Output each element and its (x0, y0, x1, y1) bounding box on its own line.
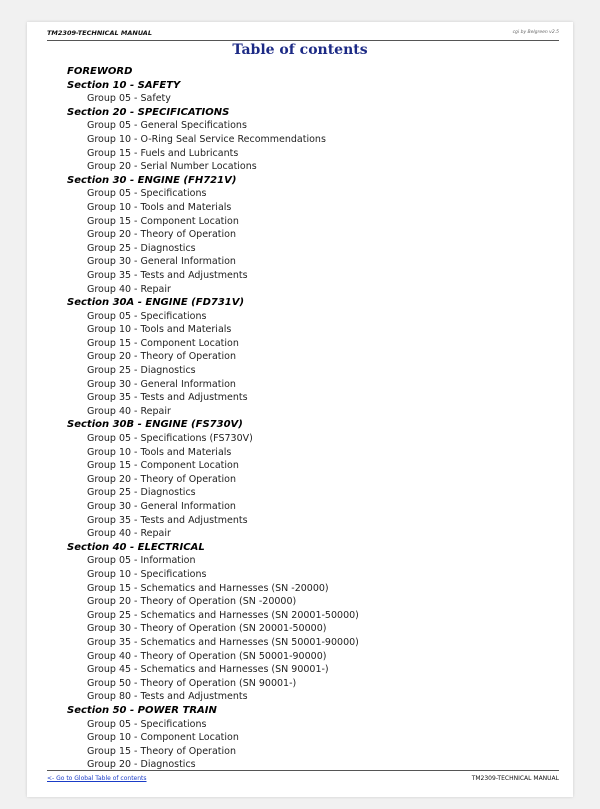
toc-group-link[interactable]: Group 35 - Tests and Adjustments (87, 269, 248, 281)
toc-group-link[interactable]: Group 05 - Specifications (87, 188, 207, 200)
toc-group-link[interactable]: Group 20 - Theory of Operation (87, 473, 236, 485)
toc-group-link[interactable]: Group 20 - Theory of Operation (87, 229, 236, 241)
page-footer (47, 770, 559, 783)
toc-group-link[interactable]: Group 15 - Component Location (87, 337, 239, 349)
toc-group-link[interactable]: Group 10 - Tools and Materials (87, 324, 232, 336)
toc-group-link[interactable]: Group 35 - Tests and Adjustments (87, 392, 248, 404)
toc-group-link[interactable]: Group 10 - Tools and Materials (87, 201, 232, 213)
toc-group-link[interactable]: Group 10 - Component Location (87, 732, 239, 744)
toc-group-link[interactable]: Group 30 - Theory of Operation (SN 20001-50000) (87, 623, 327, 635)
toc-group-link[interactable]: Group 50 - Theory of Operation (SN 90001-) (87, 677, 297, 689)
toc-group-link[interactable]: Group 15 - Component Location (87, 215, 239, 227)
toc-section-link[interactable]: Section 30 - ENGINE (FH721V) (67, 174, 237, 186)
toc-group-link[interactable]: Group 10 - Specifications (87, 568, 207, 580)
toc-section-link[interactable]: Section 30B - ENGINE (FS730V) (67, 419, 243, 431)
toc-group-link[interactable]: Group 25 - Diagnostics (87, 487, 196, 499)
toc-group-link[interactable]: Group 30 - General Information (87, 378, 236, 390)
toc-group-link[interactable]: Group 35 - Schematics and Harnesses (SN 50001-90000) (87, 636, 359, 648)
toc-group-link[interactable]: Group 40 - Repair (87, 405, 171, 417)
toc-group-link[interactable]: Group 05 - Safety (87, 93, 171, 105)
toc-section-link[interactable]: Section 40 - ELECTRICAL (67, 541, 205, 553)
generator-credit: cgi by Belgreen v2.5 (512, 30, 559, 35)
toc-section-link[interactable]: Section 30A - ENGINE (FD731V) (67, 297, 245, 309)
toc-group-link[interactable]: Group 15 - Schematics and Harnesses (SN -20000) (87, 582, 329, 594)
toc-group-link[interactable]: Group 20 - Diagnostics (87, 759, 196, 771)
manual-header-title: TM2309-TECHNICAL MANUAL (47, 29, 152, 37)
toc-group-link[interactable]: Group 40 - Repair (87, 528, 171, 540)
toc-section-link[interactable]: FOREWORD (67, 66, 133, 77)
toc-group-link[interactable]: Group 10 - Tools and Materials (87, 446, 232, 458)
page-header (47, 28, 559, 41)
toc-group-link[interactable]: Group 30 - General Information (87, 256, 236, 268)
toc-group-link[interactable]: Group 25 - Diagnostics (87, 365, 196, 377)
toc-group-link[interactable]: Group 35 - Tests and Adjustments (87, 514, 248, 526)
toc-group-link[interactable]: Group 25 - Diagnostics (87, 242, 196, 254)
toc-group-link[interactable]: Group 15 - Fuels and Lubricants (87, 147, 239, 159)
toc-group-link[interactable]: Group 40 - Repair (87, 283, 171, 295)
toc-group-link[interactable]: Group 05 - Specifications (87, 718, 207, 730)
global-toc-link[interactable]: <- Go to Global Table of contents (47, 775, 147, 782)
toc-group-link[interactable]: Group 25 - Schematics and Harnesses (SN 20001-50000) (87, 609, 359, 621)
toc-section-link[interactable]: Section 10 - SAFETY (67, 79, 181, 91)
toc-section-link[interactable]: Section 20 - SPECIFICATIONS (67, 106, 230, 118)
page-title: Table of contents (232, 42, 368, 58)
toc-group-link[interactable]: Group 80 - Tests and Adjustments (87, 691, 248, 703)
toc-group-link[interactable]: Group 05 - Information (87, 555, 196, 567)
toc-group-link[interactable]: Group 30 - General Information (87, 501, 236, 512)
toc-group-link[interactable]: Group 20 - Theory of Operation (87, 351, 236, 363)
table-of-contents (67, 65, 359, 772)
toc-group-link[interactable]: Group 20 - Serial Number Locations (87, 161, 257, 173)
toc-group-link[interactable]: Group 40 - Theory of Operation (SN 50001-90000) (87, 650, 327, 662)
toc-group-link[interactable]: Group 05 - Specifications (87, 310, 207, 322)
toc-group-link[interactable]: Group 15 - Component Location (87, 460, 239, 472)
document-page (27, 22, 573, 797)
toc-group-link[interactable]: Group 45 - Schematics and Harnesses (SN 90001-) (87, 664, 329, 676)
toc-section-link[interactable]: Section 50 - POWER TRAIN (67, 704, 217, 716)
toc-group-link[interactable]: Group 20 - Theory of Operation (SN -20000) (87, 596, 297, 608)
toc-group-link[interactable]: Group 10 - O-Ring Seal Service Recommendations (87, 133, 326, 145)
toc-group-link[interactable]: Group 15 - Theory of Operation (87, 745, 236, 757)
footer-manual-title: TM2309-TECHNICAL MANUAL (471, 775, 559, 782)
toc-group-link[interactable]: Group 05 - Specifications (FS730V) (87, 433, 253, 445)
toc-group-link[interactable]: Group 05 - General Specifications (87, 120, 247, 132)
